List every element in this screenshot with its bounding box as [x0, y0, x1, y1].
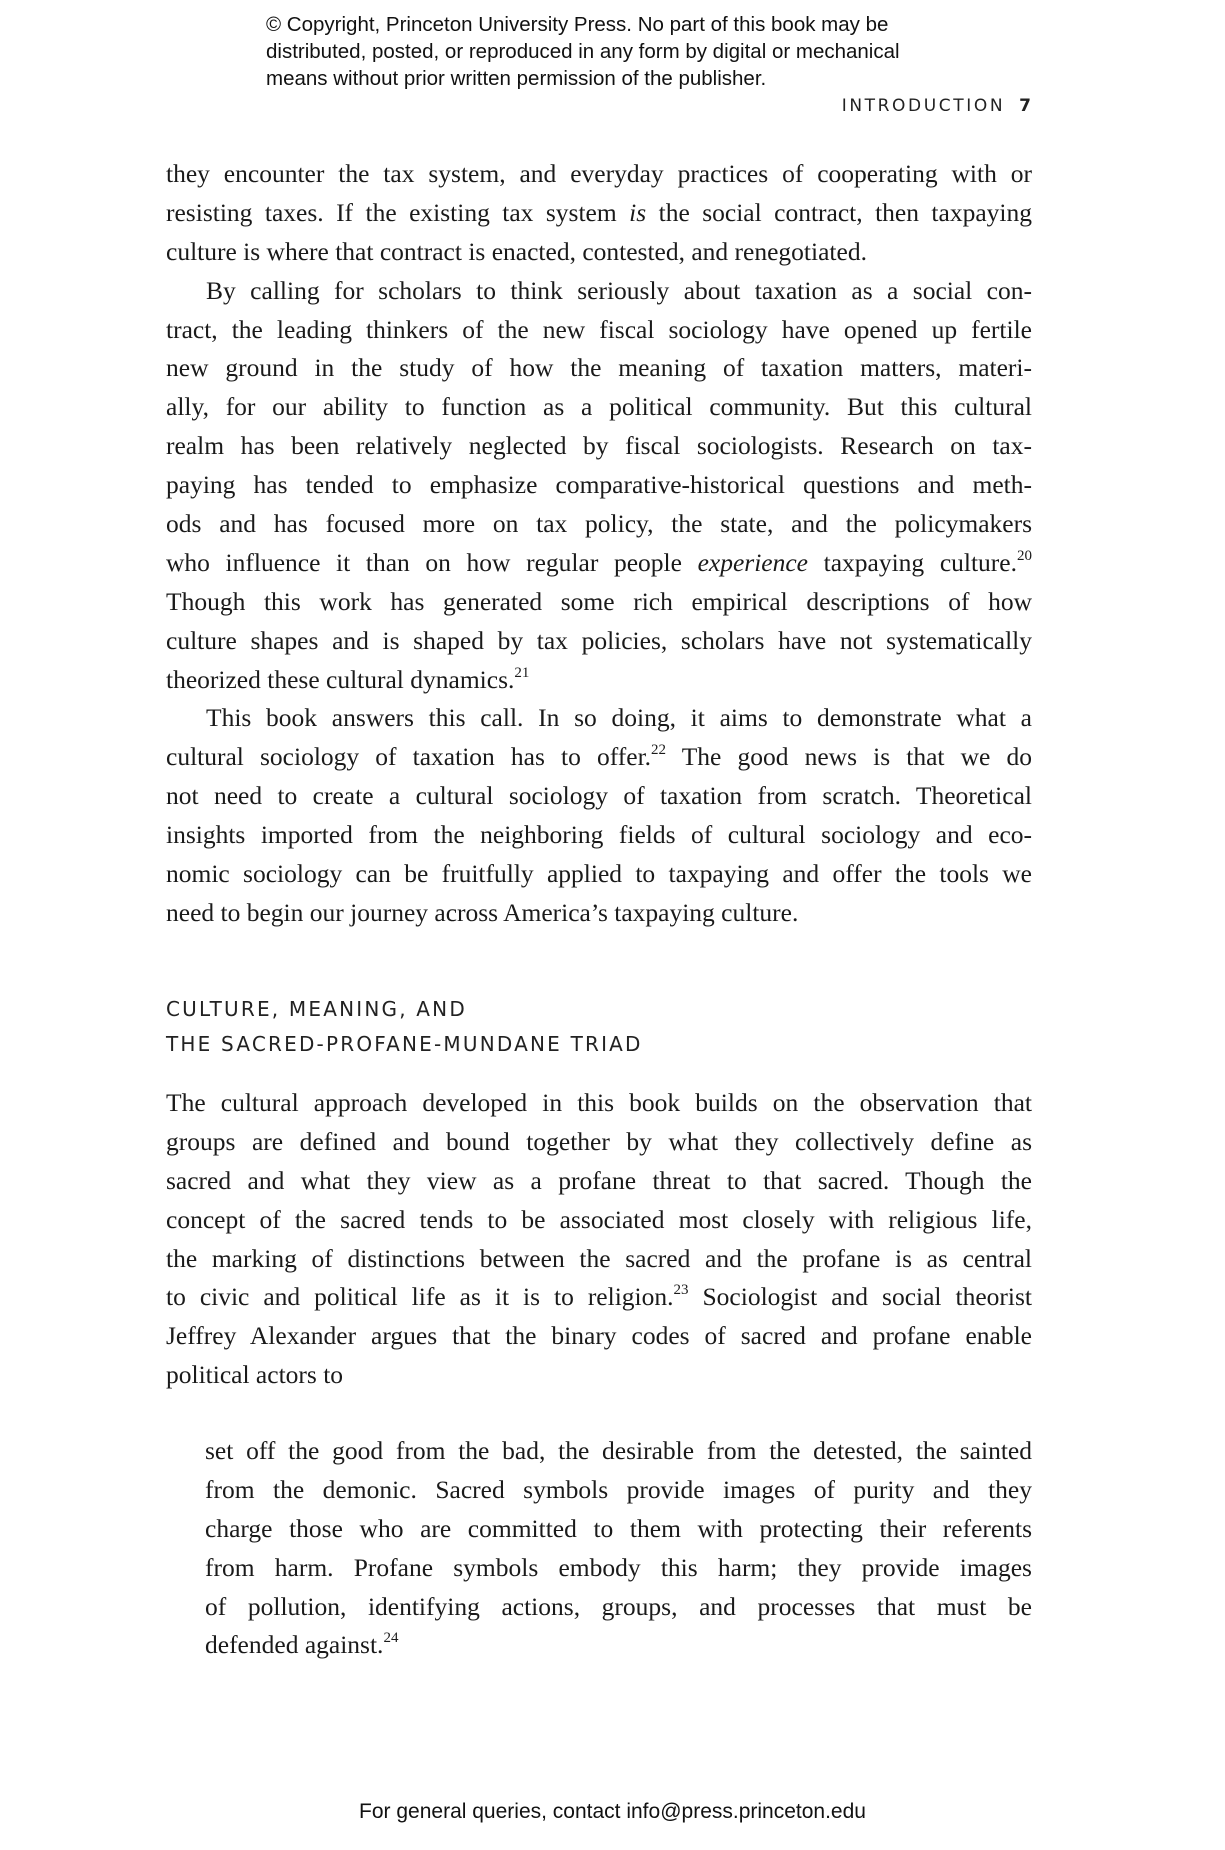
italic-text: is [629, 197, 647, 227]
text-line [166, 233, 1032, 272]
text-run: insights imported from the neighboring fields of cultural sociology and eco- [166, 820, 1032, 850]
text-run: groups are defined and bound together by what they collectively define as [166, 1126, 1032, 1156]
text-line [166, 544, 1032, 583]
section-heading-line: THE SACRED-PROFANE-MUNDANE TRIAD [166, 1032, 643, 1056]
footnote-ref: 20 [1017, 547, 1032, 564]
text-run: they encounter the tax system, and everyday practices of cooperating with or [166, 159, 1032, 188]
text-run: Jeffrey Alexander argues that the binary codes of sacred and profane enable [166, 1321, 1032, 1351]
footnote-ref: 24 [383, 1630, 399, 1647]
text-run: set off the good from the bad, the desirable from the detested, the sainted [205, 1436, 1032, 1465]
section-heading [166, 992, 643, 1062]
text-run: realm has been relatively neglected by fiscal sociologists. Research on tax- [166, 431, 1032, 461]
text-run: who influence it than on how regular people [166, 547, 698, 577]
text-line [166, 738, 1032, 777]
text-run: the marking of distinctions between the sacred and the profane is as central [166, 1243, 1032, 1273]
text-line [205, 1471, 1032, 1510]
text-line [166, 1162, 1032, 1201]
text-run: The cultural approach developed in this book builds on the observation that [166, 1088, 1032, 1117]
text-line [166, 894, 1032, 933]
text-line [166, 777, 1032, 816]
footer-contact: For general queries, contact info@press.princeton.edu [359, 1800, 866, 1823]
text-line [166, 661, 1032, 700]
text-run: from harm. Profane symbols embody this harm; they provide images [205, 1552, 1032, 1582]
text-line [166, 816, 1032, 855]
text-line [166, 1356, 1032, 1395]
text-line [166, 622, 1032, 661]
text-run: paying has tended to emphasize comparative-historical questions and meth- [166, 470, 1032, 500]
text-line [166, 194, 1032, 233]
text-run: the social contract, then taxpaying [646, 197, 1032, 227]
text-line [166, 1317, 1032, 1356]
text-run: By calling for scholars to think seriously about taxation as a social con- [206, 275, 1032, 305]
text-run: defended against. [205, 1630, 384, 1660]
block-quote [205, 1432, 1032, 1665]
footnote-ref: 22 [651, 742, 667, 759]
body-text [166, 155, 1032, 933]
copyright-line: © Copyright, Princeton University Press. No part of this book may be [266, 13, 889, 36]
running-head [842, 96, 1031, 116]
text-line [166, 699, 1032, 738]
text-line [166, 1084, 1032, 1123]
section-paragraph [166, 1084, 1032, 1395]
text-line [205, 1549, 1032, 1588]
text-run: tract, the leading thinkers of the new fiscal sociology have opened up fertile [166, 314, 1032, 344]
text-run: not need to create a cultural sociology of taxation from scratch. Theoretical [166, 781, 1032, 811]
text-line [166, 1123, 1032, 1162]
text-run: need to begin our journey across America’s taxpaying culture. [166, 897, 799, 927]
text-run: charge those who are committed to them with protecting their referents [205, 1513, 1032, 1543]
text-run: culture is where that contract is enacted, contested, and renegotiated. [166, 236, 867, 266]
text-line [166, 1201, 1032, 1240]
text-run: political actors to [166, 1360, 344, 1390]
copyright-line: means without prior written permission of the publisher. [266, 67, 767, 90]
text-line [166, 466, 1032, 505]
text-run: cultural sociology of taxation has to offer. [166, 742, 652, 772]
text-line [166, 1278, 1032, 1317]
section-heading-line: CULTURE, MEANING, AND [166, 997, 467, 1021]
text-run: Sociologist and social theorist [688, 1282, 1032, 1312]
text-run: resisting taxes. If the existing tax system [166, 197, 630, 227]
text-run: ods and has focused more on tax policy, the state, and the policymakers [166, 509, 1032, 539]
text-run: concept of the sacred tends to be associated most closely with religious life, [166, 1204, 1032, 1234]
page-number: 7 [1019, 96, 1031, 116]
footnote-ref: 21 [514, 664, 530, 681]
text-line [166, 855, 1032, 894]
italic-text: experience [697, 547, 808, 577]
text-line [166, 505, 1032, 544]
text-line [166, 349, 1032, 388]
text-run: of pollution, identifying actions, groups, and processes that must be [205, 1591, 1032, 1621]
text-run: theorized these cultural dynamics. [166, 664, 515, 694]
text-run: Though this work has generated some rich empirical descriptions of how [166, 586, 1032, 616]
text-line [166, 311, 1032, 350]
text-line [166, 155, 1032, 194]
text-run: sacred and what they view as a profane threat to that sacred. Though the [166, 1165, 1032, 1195]
copyright-notice [266, 11, 1026, 92]
text-run: culture shapes and is shaped by tax policies, scholars have not systematically [166, 625, 1032, 655]
text-line [205, 1588, 1032, 1627]
text-run: ally, for our ability to function as a political community. But this cultural [166, 392, 1032, 422]
text-run: new ground in the study of how the meaning of taxation matters, materi- [166, 353, 1032, 383]
text-line [166, 583, 1032, 622]
text-line [166, 1240, 1032, 1279]
text-run: to civic and political life as it is to religion. [166, 1282, 674, 1312]
running-head-title: INTRODUCTION [841, 96, 1006, 116]
text-line [166, 427, 1032, 466]
text-run: nomic sociology can be fruitfully applied to taxpaying and offer the tools we [166, 859, 1032, 889]
text-run: The good news is that we do [666, 742, 1032, 772]
copyright-line: distributed, posted, or reproduced in any form by digital or mechanical [266, 40, 900, 63]
text-line [205, 1432, 1032, 1471]
text-line [205, 1510, 1032, 1549]
footnote-ref: 23 [673, 1282, 689, 1299]
text-run: This book answers this call. In so doing, it aims to demonstrate what a [206, 703, 1032, 733]
text-run: from the demonic. Sacred symbols provide images of purity and they [205, 1474, 1032, 1504]
text-line [166, 388, 1032, 427]
text-line [166, 272, 1032, 311]
text-line [205, 1626, 1032, 1665]
text-run: taxpaying culture. [807, 547, 1017, 577]
